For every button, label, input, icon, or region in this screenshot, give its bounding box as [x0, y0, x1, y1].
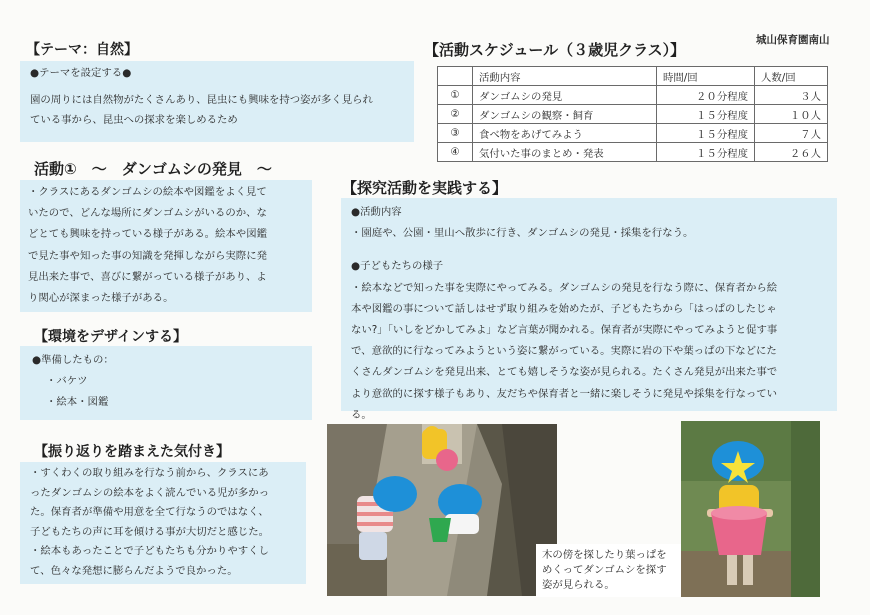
activity1-text-line: 見出来た事で、喜びに繋がっている様子があり、よ	[28, 270, 267, 283]
practice-box	[341, 198, 837, 421]
schedule-cell-activity: 食べ物をあげてみよう	[473, 124, 657, 143]
activity1-text-line: いたので、どんな場所にダンゴムシがいるのか、な	[28, 207, 267, 220]
reflection-text-line: 子どもたちの声に耳を傾ける事が大切だと感じた。	[30, 525, 269, 538]
photo-children-searching-illustration	[327, 424, 557, 596]
practice-children-line: くさんダンゴムシを発見出来、とても嬉しそうな姿が見られる。たくさん発見が出来た事で	[351, 366, 778, 379]
photo-child-with-bucket-illustration	[681, 421, 820, 597]
schedule-header-activity: 活動内容	[473, 67, 657, 86]
schedule-cell-time: １５分程度	[657, 105, 755, 124]
theme-box	[20, 61, 414, 142]
reflection-text-line: ったダンゴムシの絵本をよく読んでいる児が多かっ	[30, 486, 270, 499]
schedule-cell-activity: ダンゴムシの観察・飼育	[473, 105, 657, 124]
environment-item: ・バケツ	[46, 375, 88, 388]
schedule-cell-people: ３人	[755, 86, 828, 105]
environment-item: ・絵本・図鑑	[46, 396, 109, 409]
activity1-text-line: どとても興味を持っている様子がある。絵本や図鑑	[28, 228, 267, 241]
activity1-text-line: り関心が深まった様子がある。	[28, 292, 174, 305]
schedule-cell-time: １５分程度	[657, 124, 755, 143]
schedule-row	[438, 124, 828, 143]
schedule-heading: 【活動スケジュール（３歳児クラス）】	[424, 41, 686, 59]
activity1-heading: 活動① ～ ダンゴムシの発見 ～	[34, 160, 272, 178]
practice-children-label: ●子どもたちの様子	[351, 260, 444, 273]
organization-name: 城山保育園南山	[756, 34, 830, 46]
theme-heading: 【テーマ：自然】	[26, 42, 138, 58]
schedule-cell-no: ②	[438, 105, 473, 124]
environment-prep-label: ●準備したもの：	[32, 354, 114, 366]
practice-heading: 【探究活動を実践する】	[342, 179, 508, 197]
reflection-box	[20, 462, 306, 584]
schedule-row	[438, 86, 828, 105]
schedule-header-time: 時間/回	[657, 67, 755, 86]
schedule-cell-no: ③	[438, 124, 473, 143]
reflection-heading: 【振り返りを踏まえた気付き】	[34, 444, 230, 460]
schedule-cell-activity: ダンゴムシの発見	[473, 86, 657, 105]
photo-caption-line: 木の傍を探したり葉っぱを	[542, 549, 667, 561]
activity1-box	[20, 180, 312, 312]
reflection-text-line: ・絵本もあったことで子どもたちも分かりやすくし	[30, 545, 269, 557]
schedule-cell-people: １０人	[755, 105, 828, 124]
photo-caption-line: めくってダンゴムシを探す	[542, 564, 667, 576]
practice-children-line: 本や図鑑の事について話しはせず取り組みを始めたが、子どもたちから「はっぱのしたじゃ	[351, 302, 777, 315]
schedule-cell-no: ①	[438, 86, 473, 105]
schedule-header-row	[438, 67, 828, 86]
environment-heading: 【環境をデザインする】	[34, 329, 188, 345]
reflection-text-line: て、色々な発想に膨らんだようで良かった。	[30, 564, 238, 577]
schedule-header-no	[438, 67, 473, 86]
practice-children-line: より意欲的に探す様子もあり、友だちや保育者と一緒に楽しそうに発見や採集を行なってい	[351, 387, 778, 400]
practice-children-line: で、意欲的に行なってみようという姿に繋がっている。実際に岩の下や葉っぱの下などにた	[351, 345, 777, 358]
schedule-row	[438, 143, 828, 162]
theme-text-line: ている事から、昆虫への探求を楽しめるため	[30, 114, 238, 127]
practice-children-line: る。	[351, 408, 372, 421]
practice-content-label: ●活動内容	[351, 206, 402, 218]
schedule-cell-no: ④	[438, 143, 473, 162]
theme-text-line: 園の周りには自然物がたくさんあり、昆虫にも興味を持つ姿が多く見られ	[30, 94, 373, 107]
schedule-header-people: 人数/回	[755, 67, 828, 86]
practice-children-line: ない?」「いしをどかしてみよ」など言葉が聞かれる。保育者が実際にやってみようと促す事	[351, 324, 778, 337]
photo-children-searching	[327, 424, 557, 596]
activity1-text-line: ・クラスにあるダンゴムシの絵本や図鑑をよく見て	[28, 186, 267, 198]
schedule-cell-people: ２６人	[755, 143, 828, 162]
theme-subheading: ●テーマを設定する●	[30, 67, 132, 79]
practice-content-text: ・園庭や、公園・里山へ散歩に行き、ダンゴムシの発見・採集を行なう。	[351, 227, 694, 240]
photo-caption-line: 姿が見られる。	[542, 579, 615, 591]
photo-caption	[536, 544, 684, 597]
schedule-cell-time: ２０分程度	[657, 86, 755, 105]
environment-box	[20, 346, 312, 420]
practice-children-line: ・絵本などで知った事を実際にやってみる。ダンゴムシの発見を行なう際に、保育者から絵	[351, 281, 778, 294]
photo-child-with-bucket	[681, 421, 820, 597]
schedule-table	[437, 66, 828, 162]
activity1-text-line: で見た事や知った事の知識を発揮しながら実際に発	[28, 249, 267, 262]
reflection-text-line: ・すくわくの取り組みを行なう前から、クラスにあ	[30, 467, 269, 479]
schedule-cell-people: ７人	[755, 124, 828, 143]
schedule-row	[438, 105, 828, 124]
schedule-cell-time: １５分程度	[657, 143, 755, 162]
schedule-cell-activity: 気付いた事のまとめ・発表	[473, 143, 657, 162]
reflection-text-line: た。保育者が準備や用意を全て行なうのではなく、	[30, 506, 269, 518]
